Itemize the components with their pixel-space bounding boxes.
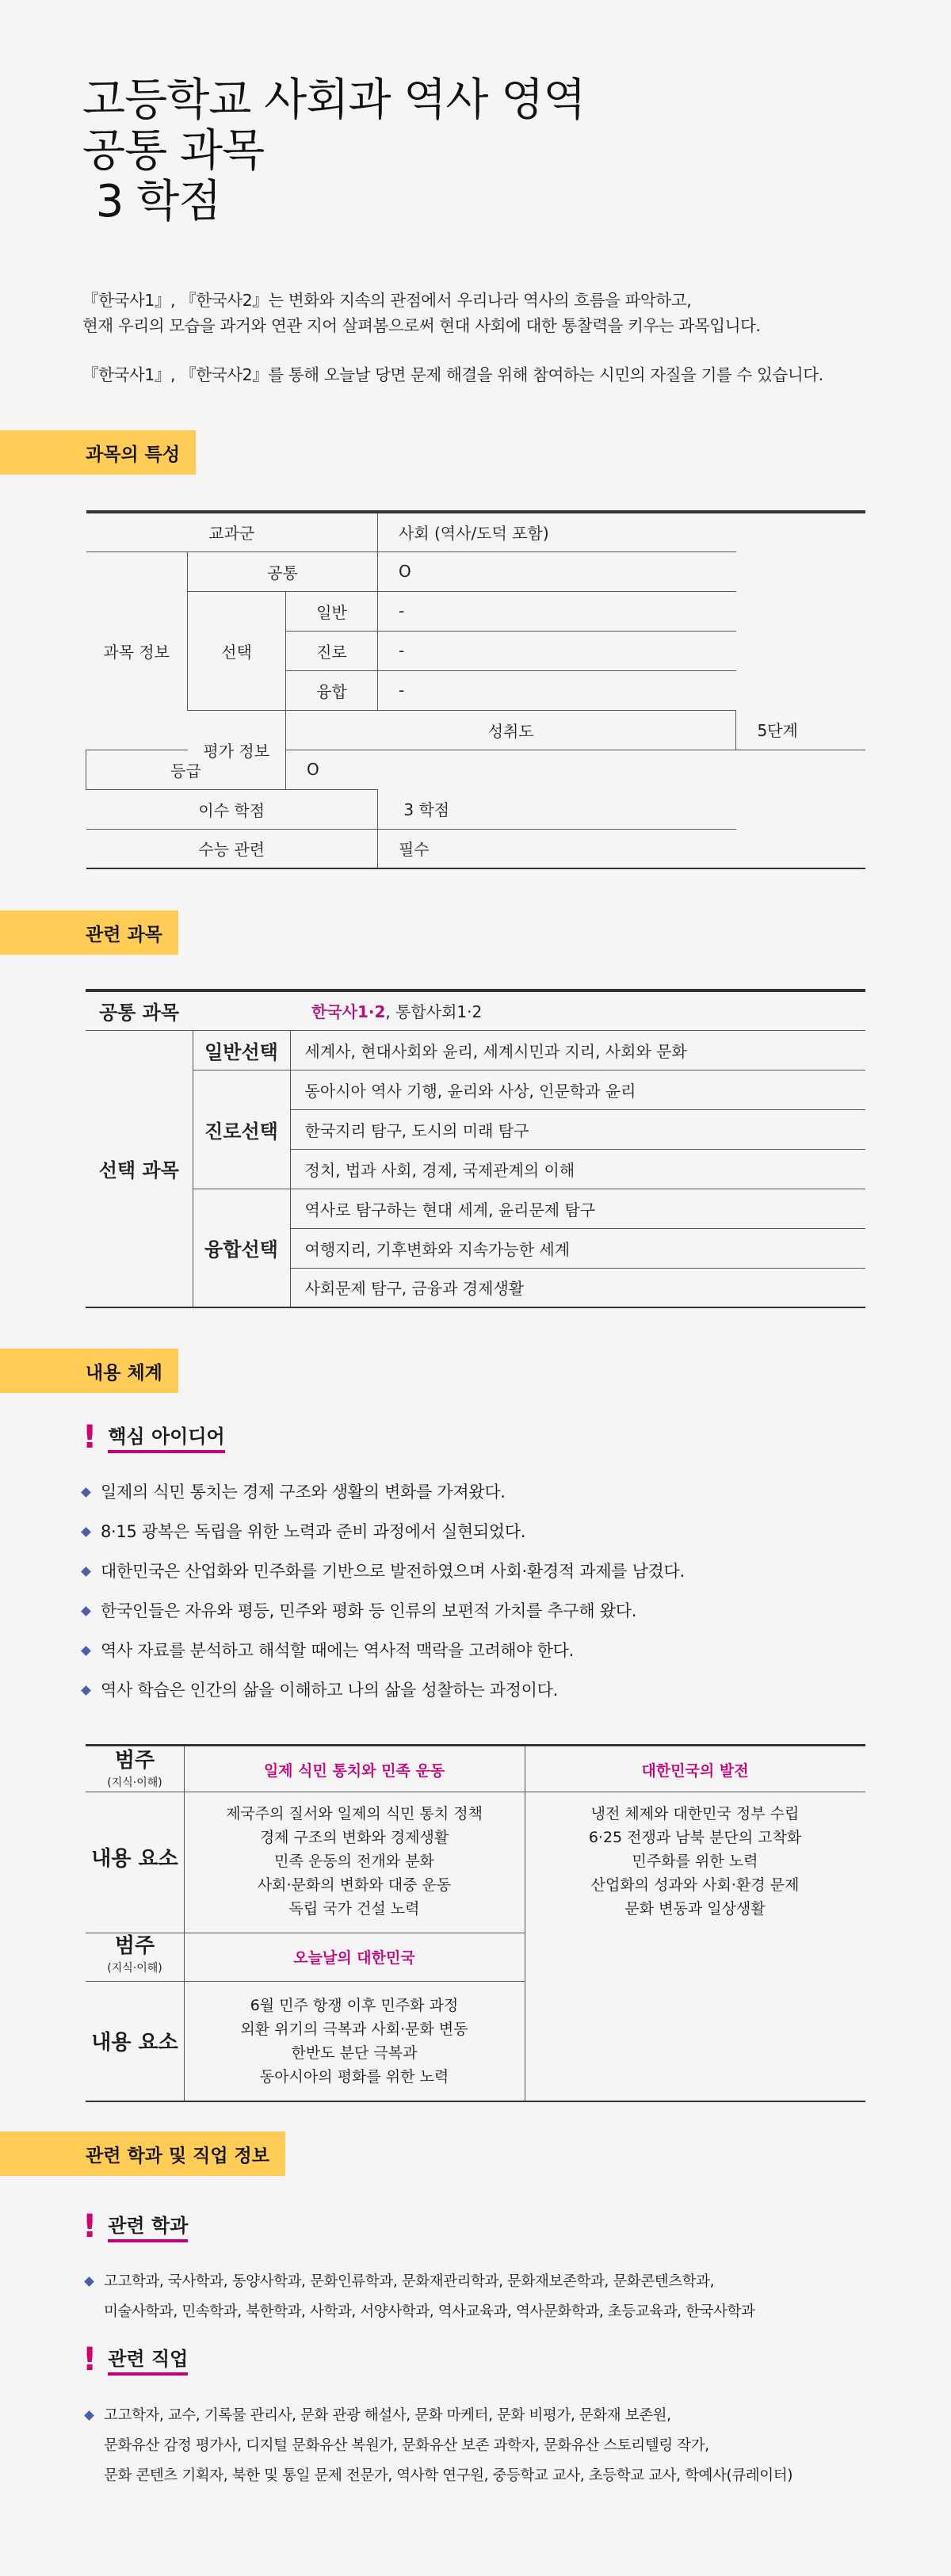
table-row bbox=[86, 1030, 865, 1070]
content-item: 외환 위기의 극복과 사회·문화 변동 bbox=[240, 2021, 468, 2038]
category-label-text: 범주 bbox=[114, 1934, 155, 1958]
table-row bbox=[86, 551, 866, 591]
diamond-bullet-icon bbox=[81, 1685, 91, 1696]
fusion-value: - bbox=[378, 670, 736, 710]
category-label-text: 범주 bbox=[114, 1749, 155, 1773]
list-item bbox=[82, 1631, 685, 1670]
course-info-label: 과목 정보 bbox=[86, 551, 188, 750]
section-tag-features: 과목의 특성 bbox=[0, 430, 196, 475]
grade-label: 등급 bbox=[86, 750, 286, 789]
core-idea-text: 한국인들은 자유와 평등, 민주와 평화 등 인류의 보편적 가치를 추구해 왔다. bbox=[101, 1601, 637, 1620]
departments-title: 관련 학과 bbox=[108, 2214, 188, 2242]
table-row bbox=[86, 829, 866, 868]
fusion-elective-label: 융합선택 bbox=[193, 1189, 290, 1307]
core-ideas-title: 핵심 아이디어 bbox=[108, 1425, 224, 1453]
content-item: 민주화를 위한 노력 bbox=[632, 1853, 758, 1870]
category-label bbox=[86, 1935, 184, 1979]
diamond-bullet-icon bbox=[81, 1487, 91, 1498]
intro-paragraph-2: 『한국사1』, 『한국사2』를 통해 오늘날 당면 문제 해결을 위해 참여하는 시민의 자질을 기를 수 있습니다. bbox=[82, 365, 823, 384]
section-tag-career: 관련 학과 및 직업 정보 bbox=[0, 2131, 285, 2176]
table-row bbox=[86, 789, 866, 829]
core-idea-text: 대한민국은 산업화와 민주화를 기반으로 발전하였으며 사회·환경적 과제를 남겼다. bbox=[101, 1562, 685, 1581]
content-item: 냉전 체제와 대한민국 정부 수립 bbox=[590, 1805, 800, 1822]
jobs-line: 문화 콘텐츠 기획자, 북한 및 통일 문제 전문가, 역사학 연구원, 중등학교 교사, 초등학교 교사, 학예사(큐레이터) bbox=[104, 2467, 793, 2484]
section-tag-content: 내용 체계 bbox=[0, 1349, 178, 1393]
col3-title: 오늘날의 대한민국 bbox=[293, 1949, 415, 1967]
table-row bbox=[86, 591, 866, 631]
general-elective-items: 세계사, 현대사회와 윤리, 세계시민과 지리, 사회와 문화 bbox=[290, 1030, 865, 1070]
table-row bbox=[86, 512, 866, 551]
grade-value: O bbox=[286, 750, 378, 789]
fusion-elective-item: 여행지리, 기후변화와 지속가능한 세계 bbox=[290, 1228, 865, 1268]
list-item bbox=[82, 1591, 685, 1631]
credits-value: 3 학점 bbox=[378, 789, 736, 829]
elective-courses-label: 선택 과목 bbox=[86, 1030, 193, 1307]
title-line-1: 고등학교 사회과 역사 영역 bbox=[82, 74, 586, 126]
departments-line: 미술사학과, 민속학과, 북한학과, 사학과, 서양사학과, 역사교육과, 역사문화학과, 초등교육과, 한국사학과 bbox=[104, 2303, 755, 2320]
content-item: 사회·문화의 변화와 대중 운동 bbox=[257, 1876, 452, 1894]
departments-text bbox=[104, 2267, 754, 2327]
features-table bbox=[86, 510, 865, 869]
credits-label: 이수 학점 bbox=[86, 789, 378, 829]
col3-items bbox=[184, 1994, 525, 2089]
content-item: 동아시아의 평화를 위한 노력 bbox=[259, 2068, 449, 2086]
col1-items bbox=[184, 1802, 525, 1921]
elements-label: 내용 요소 bbox=[91, 1847, 178, 1871]
jobs-heading bbox=[82, 2341, 189, 2378]
fusion-label: 융합 bbox=[286, 670, 378, 710]
elements-label: 내용 요소 bbox=[91, 2031, 178, 2055]
elective-label: 선택 bbox=[188, 591, 286, 710]
career-value: - bbox=[378, 631, 736, 670]
departments-list bbox=[86, 2267, 754, 2327]
exclamation-icon: ! bbox=[82, 2208, 97, 2245]
intro-paragraph-1 bbox=[82, 288, 907, 338]
table-row bbox=[86, 1189, 865, 1228]
category-sub: (지식·이해) bbox=[107, 1962, 162, 1975]
jobs-title: 관련 직업 bbox=[108, 2347, 188, 2376]
content-item: 제국주의 질서와 일제의 식민 통치 정책 bbox=[226, 1805, 483, 1822]
core-idea-text: 역사 자료를 분석하고 해석할 때에는 역사적 맥락을 고려해야 한다. bbox=[101, 1641, 574, 1660]
career-elective-item: 정치, 법과 사회, 경제, 국제관계의 이해 bbox=[290, 1149, 865, 1189]
career-elective-label: 진로선택 bbox=[193, 1070, 290, 1189]
career-elective-item: 동아시아 역사 기행, 윤리와 사상, 인문학과 윤리 bbox=[290, 1070, 865, 1109]
core-idea-text: 8·15 광복은 독립을 위한 노력과 준비 과정에서 실현되었다. bbox=[101, 1522, 526, 1541]
diamond-bullet-icon bbox=[84, 2410, 94, 2421]
departments-line: 고고학과, 국사학과, 동양사학과, 문화인류학과, 문화재관리학과, 문화재보존학과, 문화콘텐츠학과, bbox=[104, 2273, 715, 2290]
suneung-label: 수능 관련 bbox=[86, 829, 378, 868]
col2-items bbox=[525, 1802, 865, 1921]
core-idea-text: 일제의 식민 통치는 경제 구조와 생활의 변화를 가져왔다. bbox=[101, 1483, 506, 1502]
core-idea-text: 역사 학습은 인간의 삶을 이해하고 나의 삶을 성찰하는 과정이다. bbox=[101, 1681, 559, 1700]
diamond-bullet-icon bbox=[81, 1567, 91, 1577]
title-line-3: 3 학점 bbox=[82, 176, 221, 227]
content-item: 6·25 전쟁과 남북 분단의 고착화 bbox=[588, 1829, 802, 1846]
table-row bbox=[86, 990, 865, 1030]
diamond-bullet-icon bbox=[81, 1606, 91, 1616]
related-courses-table bbox=[86, 989, 865, 1308]
list-item bbox=[86, 2267, 754, 2327]
content-item: 민족 운동의 전개와 분화 bbox=[274, 1853, 434, 1870]
list-item bbox=[82, 1670, 685, 1710]
content-system-table bbox=[86, 1744, 865, 2102]
general-label: 일반 bbox=[286, 591, 378, 631]
title-line-2: 공통 과목 bbox=[82, 125, 265, 177]
common-courses-rest: , 통합사회1·2 bbox=[385, 1002, 483, 1022]
general-value: - bbox=[378, 591, 736, 631]
fusion-elective-item: 역사로 탐구하는 현대 세계, 윤리문제 탐구 bbox=[290, 1189, 865, 1228]
achievement-label: 성취도 bbox=[286, 710, 736, 750]
table-row bbox=[86, 1070, 865, 1109]
col1-title: 일제 식민 통치와 민족 운동 bbox=[263, 1762, 445, 1780]
content-item: 경제 구조의 변화와 경제생활 bbox=[259, 1829, 449, 1846]
core-ideas-heading bbox=[82, 1419, 225, 1456]
jobs-text bbox=[104, 2401, 792, 2491]
core-ideas-list bbox=[82, 1472, 685, 1710]
list-item bbox=[82, 1512, 685, 1551]
common-value: O bbox=[378, 551, 736, 591]
list-item bbox=[82, 1472, 685, 1512]
intro-text bbox=[82, 288, 907, 387]
page-title bbox=[82, 75, 585, 227]
intro-line-1: 『한국사1』, 『한국사2』는 변화와 지속의 관점에서 우리나라 역사의 흐름을 파악하고, bbox=[82, 291, 692, 310]
fusion-elective-item: 사회문제 탐구, 금융과 경제생활 bbox=[290, 1268, 865, 1307]
diamond-bullet-icon bbox=[81, 1527, 91, 1537]
suneung-value: 필수 bbox=[378, 829, 736, 868]
content-item: 한반도 분단 극복과 bbox=[291, 2044, 418, 2062]
subject-group-label: 교과군 bbox=[86, 512, 378, 551]
content-item: 문화 변동과 일상생활 bbox=[624, 1900, 766, 1918]
common-label: 공통 bbox=[188, 551, 378, 591]
achievement-value: 5단계 bbox=[736, 710, 865, 750]
intro-line-2: 현재 우리의 모습을 과거와 연관 지어 살펴봄으로써 현대 사회에 대한 통찰력을 키우는 과목입니다. bbox=[82, 316, 761, 335]
eval-info-label: 평가 정보 bbox=[188, 710, 286, 789]
career-elective-item: 한국지리 탐구, 도시의 미래 탐구 bbox=[290, 1109, 865, 1149]
diamond-bullet-icon bbox=[81, 1646, 91, 1656]
general-elective-label: 일반선택 bbox=[193, 1030, 290, 1070]
category-sub: (지식·이해) bbox=[107, 1776, 162, 1789]
content-item: 6월 민주 항쟁 이후 민주화 과정 bbox=[250, 1997, 459, 2014]
exclamation-icon: ! bbox=[82, 1419, 97, 1456]
jobs-list bbox=[86, 2401, 792, 2491]
col2-title: 대한민국의 발전 bbox=[641, 1762, 749, 1780]
departments-heading bbox=[82, 2208, 189, 2245]
jobs-line: 고고학자, 교수, 기록물 관리사, 문화 관광 해설사, 문화 마케터, 문화 비평가, 문화재 보존원, bbox=[104, 2407, 671, 2424]
list-item bbox=[86, 2401, 792, 2491]
content-item: 독립 국가 건설 노력 bbox=[288, 1900, 420, 1918]
common-courses-value bbox=[193, 990, 865, 1030]
exclamation-icon: ! bbox=[82, 2341, 97, 2378]
diamond-bullet-icon bbox=[84, 2276, 94, 2287]
common-courses-label: 공통 과목 bbox=[86, 990, 193, 1030]
category-label bbox=[86, 1750, 184, 1794]
table-row bbox=[86, 710, 866, 750]
content-item: 산업화의 성과와 사회·환경 문제 bbox=[590, 1876, 800, 1894]
subject-group-value: 사회 (역사/도덕 포함) bbox=[378, 512, 736, 551]
list-item bbox=[82, 1551, 685, 1591]
common-courses-highlight: 한국사1·2 bbox=[311, 1002, 386, 1022]
section-tag-related: 관련 과목 bbox=[0, 910, 178, 955]
jobs-line: 문화유산 감정 평가사, 디지털 문화유산 복원가, 문화유산 보존 과학자, 문화유산 스토리텔링 작가, bbox=[104, 2437, 709, 2454]
career-label: 진로 bbox=[286, 631, 378, 670]
